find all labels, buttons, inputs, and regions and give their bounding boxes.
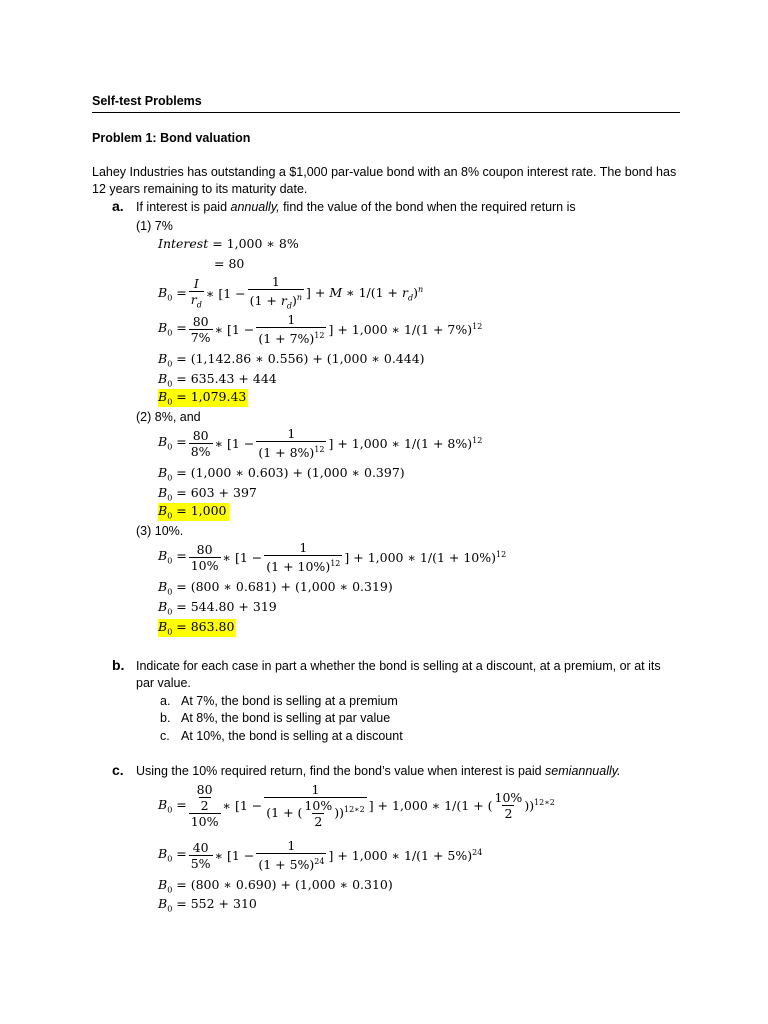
header-title: Self-test Problems <box>92 94 202 108</box>
part-b-text: Indicate for each case in part a whether the bond is selling at a discount, at a premium, or at its par value. <box>136 659 661 690</box>
part-b-letter: b. <box>112 657 125 673</box>
case-3-label: (3) 10%. <box>136 524 184 538</box>
part-c-formula-1: $B_0$ = $\frac{\frac{80}{2}}{10\%}$ ∗ [1 − 1 (1 + ( $\frac{10\%}{2}$ ))$^{12∗2}$ ] + 1,000 ∗ 1/(1 + ( $\frac{10\%}{2}$ ))$^{12∗2}$ <box>158 782 555 829</box>
case-3-step-2: $B_0 = (800$ ∗ 0.681) + (1,000 ∗ 0.319) <box>158 579 393 597</box>
case-1-formula: $B_0$ = $\frac{80}{7\%}$ ∗ [1 − $\frac{1}{(1 + 7\%)^{12}}$ ] + 1,000 ∗ $1/(1 + 7\%)^{12}$ <box>158 312 483 347</box>
case-1-step-4: $B_0 = 635.43 + 444$ <box>158 371 277 389</box>
case-1-label: (1) 7% <box>136 219 173 233</box>
part-c-step-3: $B_0 = (800$ ∗ 0.690) + (1,000 ∗ 0.310) <box>158 877 393 895</box>
case-3-formula: $B_0$ = $\frac{80}{10\%}$ ∗ [1 − $\frac{1}{(1 + 10\%)^{12}}$ ] + 1,000 ∗ $1/(1 + 10\%)^{12}$ <box>158 540 507 575</box>
part-c-step-4: $B_0 = 552 + 310$ <box>158 896 257 914</box>
case-1-step-3: $B_0 = (1,142.86$ ∗ 0.556) + (1,000 ∗ 0.444) <box>158 351 425 369</box>
header-rule <box>92 112 680 113</box>
interest-line-1: Interest = 1,000 ∗ 8% <box>158 236 299 251</box>
part-a-text: If interest is paid annually, find the value of the bond when the required return is <box>136 200 576 214</box>
case-2-label: (2) 8%, and <box>136 410 201 424</box>
case-2-step-3: $B_0 = 603 + 397$ <box>158 485 257 503</box>
case-2-formula: $B_0$ = $\frac{80}{8\%}$ ∗ [1 − $\frac{1}{(1 + 8\%)^{12}}$ ] + 1,000 ∗ $1/(1 + 8\%)^{12}$ <box>158 426 483 461</box>
part-c-text: Using the 10% required return, find the bond’s value when interest is paid semiannually. <box>136 764 621 778</box>
case-1-result: $B_0 = 1,079.43$ <box>158 389 247 407</box>
case-2-step-2: $B_0 = (1,000$ ∗ 0.603) + (1,000 ∗ 0.397) <box>158 465 405 483</box>
part-b-item-marker: a. <box>160 694 171 708</box>
problem-title: Problem 1: Bond valuation <box>92 131 251 145</box>
part-b-item-text: At 7%, the bond is selling at a premium <box>181 694 398 708</box>
part-a-letter: a. <box>112 198 124 214</box>
case-2-result: $B_0 = 1,000$ <box>158 503 227 521</box>
bond-formula-general: $B_0$ = $\frac{I}{r_d}$ ∗ [1 − $\frac{1}{(1 + r_d)^n}$ ] + M ∗ $1/(1 + r_d)^n$ <box>158 274 423 314</box>
part-b-item-marker: b. <box>160 711 171 725</box>
intro-paragraph: Lahey Industries has outstanding a $1,000 par-value bond with an 8% coupon interest rate. The bond has 12 years remaining to its maturity date. <box>92 165 677 196</box>
part-c-letter: c. <box>112 762 124 778</box>
part-b-item-marker: c. <box>160 729 170 743</box>
part-c-formula-2: $B_0$ = $\frac{40}{5\%}$ ∗ [1 − $\frac{1}{(1 + 5\%)^{24}}$ ] + 1,000 ∗ $1/(1 + 5\%)^{24}$ <box>158 838 483 873</box>
case-3-result: $B_0 = 863.80$ <box>158 619 235 637</box>
case-3-step-3: $B_0 = 544.80 + 319$ <box>158 599 277 617</box>
interest-line-2: = 80 <box>214 256 245 271</box>
part-b-item-text: At 10%, the bond is selling at a discount <box>181 729 403 743</box>
part-b-item-text: At 8%, the bond is selling at par value <box>181 711 391 725</box>
